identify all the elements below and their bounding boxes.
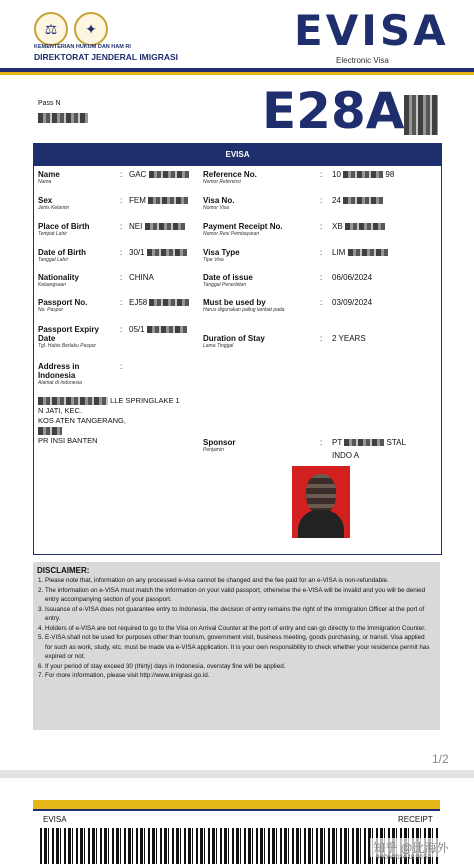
field-sublabel: Tgl. Habis Berlaku Paspor — [38, 343, 97, 349]
field-colon: : — [320, 438, 323, 447]
disclaimer-item: 7. For more information, please visit http://www.imigrasi.go.id. — [45, 671, 433, 681]
field-left-3 — [38, 248, 116, 264]
field-value: PT STAL — [332, 438, 406, 447]
timestamp: 06/06/2024 18:00:52 — [376, 855, 432, 861]
field-label: Nationality — [38, 273, 79, 282]
field-value: CHINA — [129, 273, 154, 282]
field-right-1 — [203, 196, 315, 212]
redacted-block — [147, 326, 187, 333]
disclaimer-item: 5. E-VISA shall not be used for purposes other than tourism, government visit, business meeting, goods purchasing, or transit. Visa applied for such as work, study, etc. must be made via e-VISA application. It is your own responsibility to check whether your residence permit has expired or not. — [45, 633, 433, 662]
field-sublabel: Nama — [38, 179, 52, 185]
field-right-6 — [203, 334, 315, 350]
field-sublabel: Lama Tinggal — [203, 343, 234, 349]
redacted-block — [147, 249, 187, 256]
field-sublabel: Nomor Resi Pembayaran — [203, 231, 260, 237]
disclaimer-item: 4. Holders of e-VISA are not required to go to the Visa on Arrival Counter at the port of entry and can go directly to the Immigration Counter. — [45, 624, 433, 634]
field-label: Name — [38, 170, 60, 179]
redacted-block — [404, 95, 438, 135]
field-value: 2 YEARS — [332, 334, 366, 343]
field-left-2 — [38, 222, 116, 238]
field-colon: : — [320, 298, 323, 307]
field-colon: : — [320, 248, 323, 257]
field-colon: : — [320, 196, 323, 205]
field-colon: : — [120, 222, 123, 231]
field-right-7 — [203, 438, 315, 454]
evisa-details-card — [33, 143, 442, 555]
field-right-2 — [203, 222, 315, 238]
field-sublabel: Alamat di Indonesia — [38, 380, 82, 386]
field-label: Sex — [38, 196, 53, 205]
field-label: Visa Type — [203, 248, 240, 257]
field-right-0 — [203, 170, 315, 186]
disclaimer-title: DISCLAIMER: — [37, 566, 90, 575]
redacted-block — [149, 171, 189, 178]
evisa-brand-subtitle: Electronic Visa — [336, 56, 389, 65]
page2-receipt-label: RECEIPT — [398, 815, 433, 824]
field-label: Date of Birth — [38, 248, 86, 257]
page2-accent-bar — [33, 800, 440, 809]
redacted-block — [149, 299, 189, 306]
field-colon: : — [120, 298, 123, 307]
field-right-4 — [203, 273, 315, 289]
field-value: FEM — [129, 196, 188, 205]
field-sublabel: Tipe Visa — [203, 257, 224, 263]
field-colon: : — [320, 273, 323, 282]
field-left-6 — [38, 325, 116, 350]
field-label: Passport Expiry Date — [38, 325, 99, 343]
visa-code: E28A — [262, 86, 438, 136]
redacted-block — [145, 223, 185, 230]
field-colon: : — [120, 273, 123, 282]
sponsor-line-2: INDO A — [332, 451, 360, 460]
field-label: Date of issue — [203, 273, 253, 282]
field-value: XB — [332, 222, 385, 231]
disclaimer-item: 2. The information on e-VISA must match the information on your valid passport, otherwise the e-VISA will be invalid and you will be denied entry accompanying section of your passport. — [45, 586, 433, 605]
field-value: LIM — [332, 248, 388, 257]
field-left-4 — [38, 273, 116, 289]
page-number: 1/2 — [432, 752, 449, 766]
field-value: 03/09/2024 — [332, 298, 373, 307]
field-label: Reference No. — [203, 170, 257, 179]
field-label: Must be used by — [203, 298, 266, 307]
field-left-5 — [38, 298, 116, 314]
field-sublabel: Tempat Lahir — [38, 231, 67, 237]
field-value: 06/06/2024 — [332, 273, 373, 282]
passport-label: Pass N — [38, 100, 88, 123]
field-sublabel: Nomor Referensi — [203, 179, 241, 185]
redacted-block — [148, 197, 188, 204]
field-label: Duration of Stay — [203, 334, 265, 343]
address-text: LLE SPRINGLAKE 1 N JATI, KEC. KOS ATEN TANGERANG, PR INSI BANTEN — [38, 396, 180, 445]
redacted-block — [38, 113, 88, 123]
field-value: EJ58 — [129, 298, 189, 307]
field-sublabel: Harus digunakan paling lambat pada — [203, 307, 285, 313]
field-value: 05/1 — [129, 325, 187, 334]
field-label: Payment Receipt No. — [203, 222, 283, 231]
holder-photo — [292, 466, 350, 538]
field-colon: : — [120, 362, 123, 371]
field-colon: : — [320, 170, 323, 179]
redacted-block — [344, 439, 384, 446]
field-left-1 — [38, 196, 116, 212]
field-value: 10 98 — [332, 170, 395, 179]
field-sublabel: Kebangsaan — [38, 282, 67, 288]
evisa-brand: EVISA — [294, 6, 449, 55]
header-accent-bar — [0, 72, 474, 75]
redacted-block — [348, 249, 388, 256]
field-value: 24 — [332, 196, 383, 205]
field-colon: : — [120, 248, 123, 257]
field-colon: : — [120, 196, 123, 205]
page2-evisa-label: EVISA — [43, 815, 67, 824]
field-left-7 — [38, 362, 116, 387]
redacted-block — [343, 197, 383, 204]
ministry-logo-icon: ⚖ — [34, 12, 68, 46]
immigration-logo-icon: ✦ — [74, 12, 108, 46]
ministry-name: KEMENTERIAN HUKUM DAN HAM RI — [34, 44, 131, 50]
field-label: Passport No. — [38, 298, 88, 307]
directorate-name: DIREKTORAT JENDERAL IMIGRASI — [34, 52, 179, 62]
field-label: Address in Indonesia — [38, 362, 80, 380]
field-label: Place of Birth — [38, 222, 90, 231]
field-value: 30/1 — [129, 248, 187, 257]
field-sublabel: Nomor Visa — [203, 205, 230, 211]
field-value: GAC — [129, 170, 189, 179]
page2-header-line — [33, 809, 440, 811]
field-colon: : — [120, 325, 123, 334]
field-label: Sponsor — [203, 438, 236, 447]
field-colon: : — [320, 334, 323, 343]
field-value: NEI — [129, 222, 185, 231]
field-label: Visa No. — [203, 196, 235, 205]
logo-group — [34, 12, 108, 46]
card-title: EVISA — [34, 144, 441, 166]
field-left-0 — [38, 170, 116, 186]
disclaimer-item: 3. Issuance of e-VISA does not guarantee entry to Indonesia, the decision of entry remains the right of the Immigration Officer at the port of entry. — [45, 605, 433, 624]
redacted-block — [345, 223, 385, 230]
field-sublabel: Penjamin — [203, 447, 224, 453]
page-separator — [0, 770, 474, 778]
field-right-5 — [203, 298, 315, 314]
disclaimer-box — [33, 562, 440, 730]
field-colon: : — [120, 170, 123, 179]
disclaimer-list — [33, 576, 433, 681]
field-sublabel: Tanggal Penerbitan — [203, 282, 247, 288]
field-colon: : — [320, 222, 323, 231]
redacted-block — [343, 171, 383, 178]
disclaimer-item: 1. Please note that, information on any processed e-visa cannot be changed and the fee paid for an e-VISA is non-refundable. — [45, 576, 433, 586]
field-sublabel: Tanggal Lahir — [38, 257, 69, 263]
field-right-3 — [203, 248, 315, 264]
disclaimer-item: 6. If your period of stay exceed 30 (thirty) days in Indonesia, overstay fine will be applied. — [45, 662, 433, 672]
watermark: 知乎 @比海外 — [370, 838, 452, 857]
field-sublabel: No. Paspor — [38, 307, 64, 313]
field-sublabel: Jenis Kelamin — [38, 205, 70, 211]
